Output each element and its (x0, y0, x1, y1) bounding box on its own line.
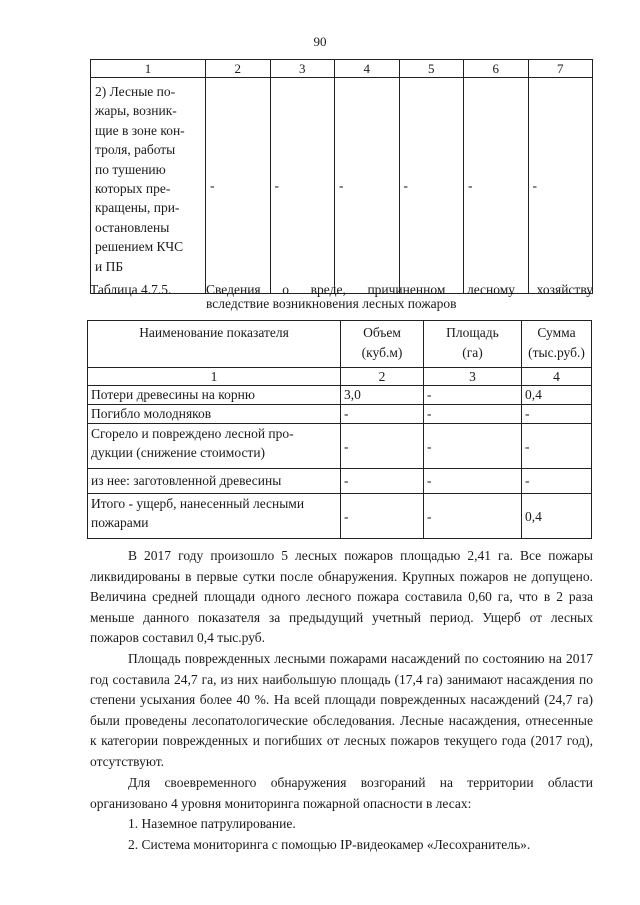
body-paragraph: В 2017 году произошло 5 лесных пожаров площадью 2,41 га. Все пожары ликвидированы в первые сутки после обнаружения. Крупных пожаров не допущено. Величина средней площади одного лесного пожара составила 0,60 га, что в 2 раза меньше данного показателя за предыдущий учетный период. Ущерб от лесных пожаров составил 0,4 тыс.руб. (90, 548, 593, 646)
row-label: Потери древесины на корню (88, 386, 341, 405)
row-label-line: 2) Лесные по- (95, 84, 176, 99)
table-header-row (91, 60, 593, 78)
value-cell: - (335, 78, 400, 294)
area-cell: - (424, 469, 522, 494)
row-label (88, 494, 341, 539)
header-line: Площадь (446, 325, 499, 340)
header-cell: 2 (206, 60, 271, 78)
column-number: 2 (341, 368, 424, 386)
row-label-line: щие в зоне кон- (95, 122, 185, 138)
value-cell: - (399, 78, 464, 294)
area-cell: - (424, 386, 522, 405)
value-cell: - (464, 78, 529, 294)
volume-cell: - (341, 469, 424, 494)
header-sum (522, 321, 592, 368)
body-paragraph: Площадь поврежденных лесными пожарами насаждений по состоянию на 2017 год составила 24,7 га, из них наибольшую площадь (17,4 га) занимают насаждения по степени усыхания более 40 %. На всей площади поврежденных насаждений (24,7 га) были проведены лесопатологические обследования. Лесные насаждения, отнесенные к категории поврежденных и погибших от лесных пожаров текущего года (2017 год), отсутствуют. (90, 651, 593, 769)
row-label-line: решением КЧС (95, 239, 184, 255)
page-number: 90 (313, 34, 327, 49)
row-label-line: троля, работы (95, 142, 176, 158)
row-label-line: остановлены (95, 219, 170, 235)
header-cell: 5 (399, 60, 464, 78)
value-cell: - (206, 78, 271, 294)
sum-cell: - (522, 424, 592, 469)
header-cell: 7 (528, 60, 593, 78)
volume-cell: - (341, 494, 424, 539)
header-volume (341, 321, 424, 368)
header-cell: 1 (91, 60, 206, 78)
table-row (88, 424, 592, 469)
volume-cell: 3,0 (341, 386, 424, 405)
sum-cell: - (522, 469, 592, 494)
header-line: Объем (363, 325, 401, 340)
area-cell: - (424, 494, 522, 539)
column-number-row (88, 368, 592, 386)
table-row (88, 405, 592, 424)
header-line: Сумма (537, 325, 576, 340)
table-title-line-2: вследствие возникновения лесных пожаров (206, 296, 457, 311)
row-label-line: дукции (снижение стоимости) (91, 445, 266, 460)
header-cell: 3 (270, 60, 335, 78)
row-label-line: кращены, при- (95, 200, 180, 216)
row-label-line: пожарами (91, 515, 149, 530)
sum-cell: 0,4 (522, 494, 592, 539)
column-number: 4 (522, 368, 592, 386)
header-cell: 4 (335, 60, 400, 78)
forest-damage-table (87, 320, 592, 539)
row-label-line: которых пре- (95, 181, 171, 197)
row-label-line: Сгорело и повреждено лесной про- (91, 426, 294, 441)
sum-cell: - (522, 405, 592, 424)
value-cell: - (270, 78, 335, 294)
row-label-line: и ПБ (95, 258, 124, 274)
value-cell: - (528, 78, 593, 294)
row-label-line: Итого - ущерб, нанесенный лесными (91, 496, 305, 511)
continued-table (90, 59, 593, 294)
header-area (424, 321, 522, 368)
volume-cell: - (341, 424, 424, 469)
row-label-line: по тушению (95, 161, 166, 177)
area-cell: - (424, 405, 522, 424)
header-line: (тыс.руб.) (528, 345, 585, 360)
table-total-row (88, 494, 592, 539)
column-number: 3 (424, 368, 522, 386)
body-paragraph: Для своевременного обнаружения возгораний на территории области организовано 4 уровня мониторинга пожарной опасности в лесах: (90, 775, 593, 811)
list-item: 1. Наземное патрулирование. (128, 816, 296, 831)
sum-cell: 0,4 (522, 386, 592, 405)
row-label: из нее: заготовленной древесины (88, 469, 341, 494)
table-title-line-1: Сведения о вреде, причиненном лесному хозяйству (206, 282, 593, 297)
header-line: (га) (462, 345, 483, 360)
row-label-cell (91, 78, 206, 294)
row-label: Погибло молодняков (88, 405, 341, 424)
table-row (91, 78, 593, 294)
row-label (88, 424, 341, 469)
table-header-row (88, 321, 592, 368)
header-cell: 6 (464, 60, 529, 78)
volume-cell: - (341, 405, 424, 424)
row-label-line: жары, возник- (95, 103, 177, 119)
table-number: Таблица 4.7.5. (90, 282, 172, 297)
table-row (88, 386, 592, 405)
list-item: 2. Система мониторинга с помощью IP-видеокамер «Лесохранитель». (128, 837, 531, 852)
header-indicator: Наименование показателя (88, 321, 341, 368)
area-cell: - (424, 424, 522, 469)
column-number: 1 (88, 368, 341, 386)
header-line: (куб.м) (361, 345, 403, 360)
table-row (88, 469, 592, 494)
